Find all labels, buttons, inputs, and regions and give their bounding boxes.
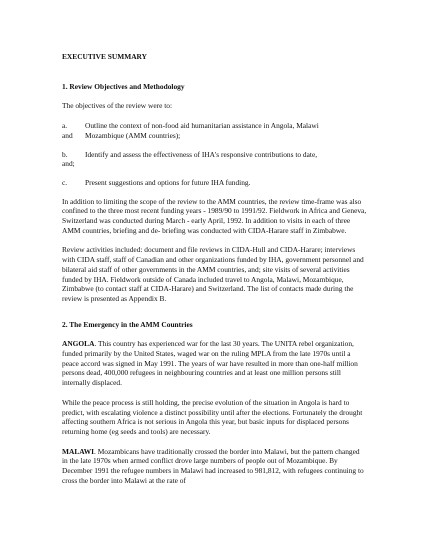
item-text: Present suggestions and options for future IHA funding. <box>85 177 251 187</box>
malawi-paragraph <box>62 447 367 486</box>
objective-item-c <box>62 178 367 188</box>
item-continuation-label: and; <box>62 159 75 169</box>
section-1-heading: 1. Review Objectives and Methodology <box>62 81 185 91</box>
item-text: Identify and assess the effectiveness of IHA's responsive contributions to date, <box>85 149 318 159</box>
item-text: Outline the context of non-food aid humanitarian assistance in Angola, Malawi <box>85 121 319 131</box>
angola-lead: ANGOLA <box>62 339 95 349</box>
item-continuation-label: and <box>62 130 73 140</box>
item-label: b. <box>62 149 68 159</box>
objective-item-b <box>62 150 367 169</box>
section-2-heading: 2. The Emergency in the AMM Countries <box>62 319 193 329</box>
activities-paragraph: Review activities included: document and file reviews in CIDA-Hull and CIDA-Harare; interviews with CIDA staff, staff of Canadian and other organizations funded by IHA, government personnel and bilateral aid staff of other governments in the AMM countries, and; site visits of several activities funded by IHA. Fieldwork outside of Canada included travel to Angola, Malawi, Mozambique, Zimbabwe (to contact staff at CIDA-Harare) and Switzerland. The list of contacts made during the review is presented as Appendix B. <box>62 245 364 303</box>
peace-process-paragraph: While the peace process is still holding, the precise evolution of the situation in Angola is hard to predict, with escalating violence a distinct possibility until after the elections. Fortunately the drought affecting southern Africa is not serious in Angola this year, but basic inputs for displaced persons returning home (eg seeds and tools) are necessary. <box>62 397 363 436</box>
item-text-continued: Mozambique (AMM countries); <box>85 130 181 140</box>
angola-paragraph <box>62 339 367 388</box>
angola-text: . This country has experienced war for the last 30 years. The UNITA rebel organization, funded primarily by the United States, waged war on the ruling MPLA from the late 1970s until a peace accord was signed in May 1991. The years of war have resulted in more than one-half million persons dead, 400,000 refugees in neighbouring countries and at least one million persons still internally displaced. <box>62 339 358 388</box>
objective-item-a <box>62 121 367 140</box>
malawi-text: . Mozambicans have traditionally crossed the border into Malawi, but the pattern changed in the late 1970s when armed conflict drove large numbers of people out of Mozambique. By December 1991 the refugee numbers in Malawi had increased to 981,812, with refugees continuing to cross the border into Malawi at the rate of <box>62 446 364 485</box>
page-title: EXECUTIVE SUMMARY <box>62 52 147 61</box>
item-text-continued <box>85 159 367 169</box>
scope-paragraph: In addition to limiting the scope of the review to the AMM countries, the review time-frame was also confined to the three most recent funding years - 1989/90 to 1991/92. Fieldwork in Africa and Geneva, Switzerland was conducted during March - early April, 1992. In addition to visits in each of three AMM countries, briefing and de- briefing was conducted with CIDA-Harare staff in Zimbabwe. <box>62 196 367 235</box>
objectives-intro: The objectives of the review were to: <box>62 101 172 111</box>
document-body <box>62 52 367 496</box>
item-label: c. <box>62 177 68 187</box>
malawi-lead: MALAWI <box>62 446 95 456</box>
item-label: a. <box>62 121 68 131</box>
